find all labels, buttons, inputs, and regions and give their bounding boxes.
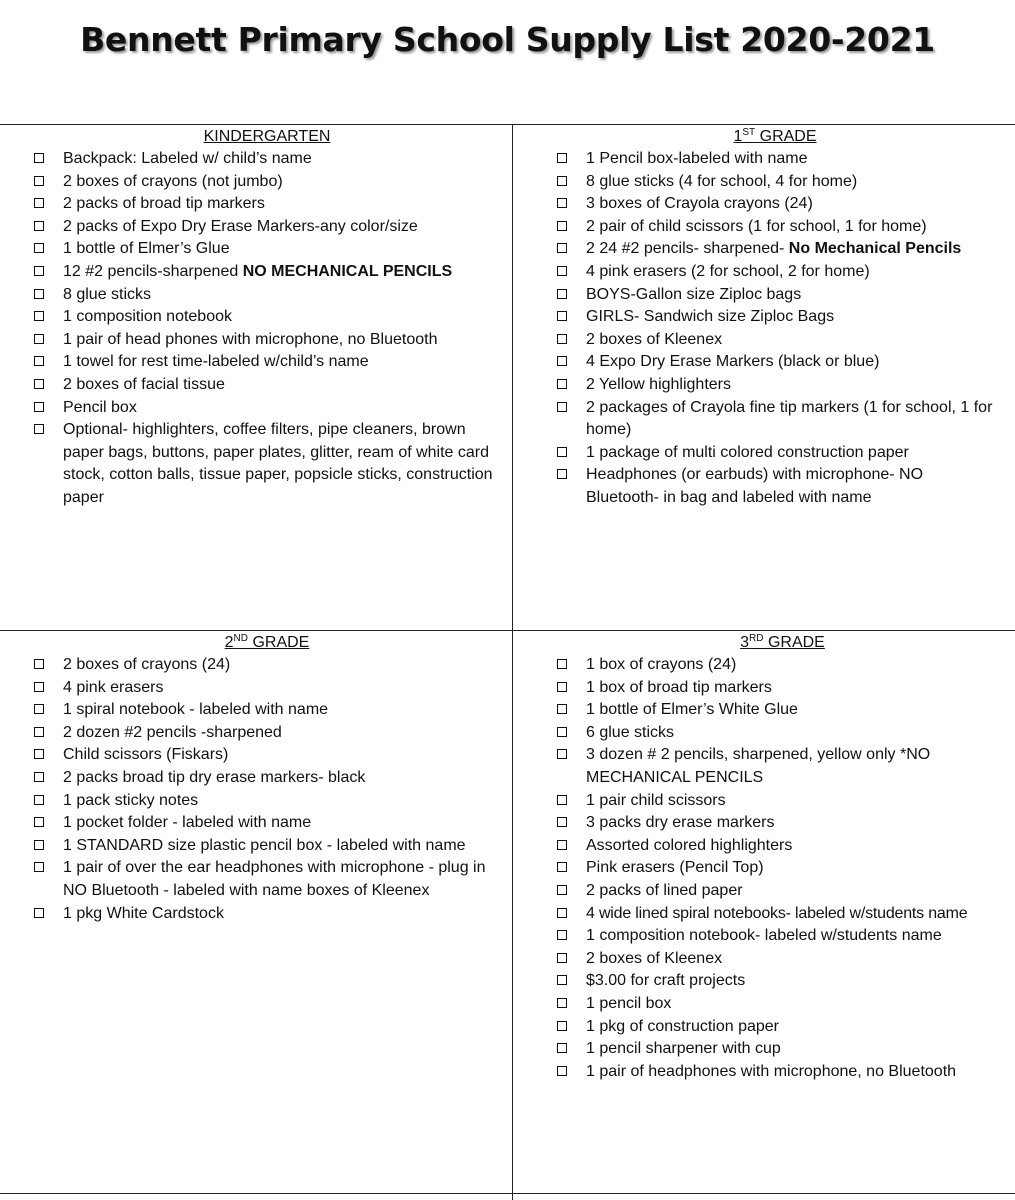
list-item: BOYS-Gallon size Ziploc bags xyxy=(555,284,995,307)
list-item: 2 boxes of facial tissue xyxy=(32,374,502,397)
list-item: 1 pencil sharpener with cup xyxy=(555,1038,1010,1061)
list-item: 1 spiral notebook - labeled with name xyxy=(32,699,502,722)
grade2-list xyxy=(32,654,502,925)
checkbox[interactable] xyxy=(557,749,567,759)
list-item: 4 Expo Dry Erase Markers (black or blue) xyxy=(555,351,995,374)
checkbox[interactable] xyxy=(34,221,44,231)
checkbox[interactable] xyxy=(34,795,44,805)
list-item: 2 packages of Crayola fine tip markers (1 for school, 1 for home) xyxy=(555,397,995,442)
checkbox[interactable] xyxy=(557,198,567,208)
checkbox[interactable] xyxy=(557,727,567,737)
checkbox[interactable] xyxy=(34,289,44,299)
checkbox[interactable] xyxy=(557,447,567,457)
checkbox[interactable] xyxy=(34,402,44,412)
list-item: 1 towel for rest time-labeled w/child’s name xyxy=(32,351,502,374)
checkbox[interactable] xyxy=(34,659,44,669)
list-item: 1 box of broad tip markers xyxy=(555,677,1010,700)
list-item: Backpack: Labeled w/ child’s name xyxy=(32,148,502,171)
list-item: 2 packs of broad tip markers xyxy=(32,193,502,216)
checkbox[interactable] xyxy=(557,243,567,253)
checkbox[interactable] xyxy=(34,704,44,714)
checkbox[interactable] xyxy=(34,749,44,759)
checkbox[interactable] xyxy=(557,221,567,231)
checkbox[interactable] xyxy=(34,153,44,163)
list-item: 1 Pencil box-labeled with name xyxy=(555,148,995,171)
checkbox[interactable] xyxy=(557,930,567,940)
list-item: 4 wide lined spiral notebooks- labeled w/students name xyxy=(555,903,1010,926)
list-item: 2 dozen #2 pencils -sharpened xyxy=(32,722,502,745)
list-item: 1 pkg of construction paper xyxy=(555,1016,1010,1039)
checkbox[interactable] xyxy=(557,817,567,827)
list-item: 1 pencil box xyxy=(555,993,1010,1016)
table-border-top xyxy=(0,124,1015,125)
list-item: Headphones (or earbuds) with microphone- NO Bluetooth- in bag and labeled with name xyxy=(555,464,995,509)
list-item: Pink erasers (Pencil Top) xyxy=(555,857,1010,880)
grade3-list xyxy=(555,654,1010,1083)
list-item: 6 glue sticks xyxy=(555,722,1010,745)
checkbox[interactable] xyxy=(557,953,567,963)
list-item: 1 bottle of Elmer’s Glue xyxy=(32,238,502,261)
kindergarten-heading: KINDERGARTEN xyxy=(203,128,331,145)
checkbox[interactable] xyxy=(557,469,567,479)
list-item: 3 dozen # 2 pencils, sharpened, yellow only *NO MECHANICAL PENCILS xyxy=(555,744,1010,789)
checkbox[interactable] xyxy=(557,1066,567,1076)
checkbox[interactable] xyxy=(557,379,567,389)
checkbox[interactable] xyxy=(34,243,44,253)
table-column-divider xyxy=(512,124,513,1200)
list-item: 2 packs of lined paper xyxy=(555,880,1010,903)
list-item: 4 pink erasers (2 for school, 2 for home) xyxy=(555,261,995,284)
checkbox[interactable] xyxy=(34,840,44,850)
checkbox[interactable] xyxy=(557,975,567,985)
page-title: Bennett Primary School Supply List 2020-2021 xyxy=(80,20,935,59)
list-item: 8 glue sticks xyxy=(32,284,502,307)
kindergarten-list xyxy=(32,148,502,510)
list-item: 8 glue sticks (4 for school, 4 for home) xyxy=(555,171,995,194)
list-item: 2 packs broad tip dry erase markers- black xyxy=(32,767,502,790)
checkbox[interactable] xyxy=(34,266,44,276)
checkbox[interactable] xyxy=(557,1021,567,1031)
list-item: 1 pkg White Cardstock xyxy=(32,903,502,926)
grade1-section xyxy=(555,126,995,510)
list-item: 1 package of multi colored construction paper xyxy=(555,442,995,465)
checkbox[interactable] xyxy=(34,356,44,366)
checkbox[interactable] xyxy=(34,424,44,434)
grade1-heading: 1ST GRADE xyxy=(733,127,817,145)
checkbox[interactable] xyxy=(557,334,567,344)
checkbox[interactable] xyxy=(557,289,567,299)
checkbox[interactable] xyxy=(34,772,44,782)
grade3-heading: 3RD GRADE xyxy=(740,633,825,651)
list-item: 2 Yellow highlighters xyxy=(555,374,995,397)
list-item: Pencil box xyxy=(32,397,502,420)
list-item: 2 pair of child scissors (1 for school, 1 for home) xyxy=(555,216,995,239)
checkbox[interactable] xyxy=(557,1043,567,1053)
kindergarten-section xyxy=(32,126,502,510)
list-item: 3 boxes of Crayola crayons (24) xyxy=(555,193,995,216)
checkbox[interactable] xyxy=(557,176,567,186)
grade2-section xyxy=(32,632,502,925)
checkbox[interactable] xyxy=(557,862,567,872)
checkbox[interactable] xyxy=(557,840,567,850)
checkbox[interactable] xyxy=(557,795,567,805)
table-row-divider xyxy=(0,630,1015,631)
supply-table xyxy=(0,124,1015,1200)
list-item: GIRLS- Sandwich size Ziploc Bags xyxy=(555,306,995,329)
list-item: 1 pack sticky notes xyxy=(32,790,502,813)
checkbox[interactable] xyxy=(557,704,567,714)
checkbox[interactable] xyxy=(34,862,44,872)
checkbox[interactable] xyxy=(557,998,567,1008)
list-item: 3 packs dry erase markers xyxy=(555,812,1010,835)
checkbox[interactable] xyxy=(557,153,567,163)
checkbox[interactable] xyxy=(34,176,44,186)
checkbox[interactable] xyxy=(557,885,567,895)
list-item: 2 packs of Expo Dry Erase Markers-any color/size xyxy=(32,216,502,239)
checkbox[interactable] xyxy=(34,334,44,344)
list-item: 1 pocket folder - labeled with name xyxy=(32,812,502,835)
list-item: 1 composition notebook- labeled w/students name xyxy=(555,925,1010,948)
list-item: 1 STANDARD size plastic pencil box - labeled with name xyxy=(32,835,502,858)
checkbox[interactable] xyxy=(34,727,44,737)
grade2-heading: 2ND GRADE xyxy=(224,633,310,651)
list-item: Optional- highlighters, coffee filters, pipe cleaners, brown paper bags, buttons, paper plates, glitter, ream of white card stock, cotton balls, tissue paper, popsicle sticks, construction paper xyxy=(32,419,502,509)
list-item: 2 boxes of crayons (24) xyxy=(32,654,502,677)
checkbox[interactable] xyxy=(557,402,567,412)
checkbox[interactable] xyxy=(557,659,567,669)
list-item: 1 box of crayons (24) xyxy=(555,654,1010,677)
checkbox[interactable] xyxy=(557,266,567,276)
table-border-bottom xyxy=(0,1193,1015,1194)
checkbox[interactable] xyxy=(557,356,567,366)
list-item: 2 boxes of Kleenex xyxy=(555,948,1010,971)
list-item: 4 pink erasers xyxy=(32,677,502,700)
list-item: 1 pair of head phones with microphone, no Bluetooth xyxy=(32,329,502,352)
grade3-section xyxy=(555,632,1010,1083)
checkbox[interactable] xyxy=(557,311,567,321)
list-item: Assorted colored highlighters xyxy=(555,835,1010,858)
checkbox[interactable] xyxy=(34,198,44,208)
list-item: 2 boxes of crayons (not jumbo) xyxy=(32,171,502,194)
list-item: 1 bottle of Elmer’s White Glue xyxy=(555,699,1010,722)
grade1-list xyxy=(555,148,995,510)
checkbox[interactable] xyxy=(34,379,44,389)
list-item: 1 composition notebook xyxy=(32,306,502,329)
checkbox[interactable] xyxy=(34,908,44,918)
list-item: Child scissors (Fiskars) xyxy=(32,744,502,767)
list-item: 2 24 #2 pencils- sharpened- No Mechanical Pencils xyxy=(555,238,995,261)
checkbox[interactable] xyxy=(34,682,44,692)
list-item: 12 #2 pencils-sharpened NO MECHANICAL PENCILS xyxy=(32,261,502,284)
list-item: $3.00 for craft projects xyxy=(555,970,1010,993)
checkbox[interactable] xyxy=(34,311,44,321)
checkbox[interactable] xyxy=(34,817,44,827)
list-item: 1 pair of over the ear headphones with microphone - plug in NO Bluetooth - labeled with name boxes of Kleenex xyxy=(32,857,502,902)
list-item: 2 boxes of Kleenex xyxy=(555,329,995,352)
list-item: 1 pair of headphones with microphone, no Bluetooth xyxy=(555,1061,1010,1084)
checkbox[interactable] xyxy=(557,908,567,918)
checkbox[interactable] xyxy=(557,682,567,692)
list-item: 1 pair child scissors xyxy=(555,790,1010,813)
